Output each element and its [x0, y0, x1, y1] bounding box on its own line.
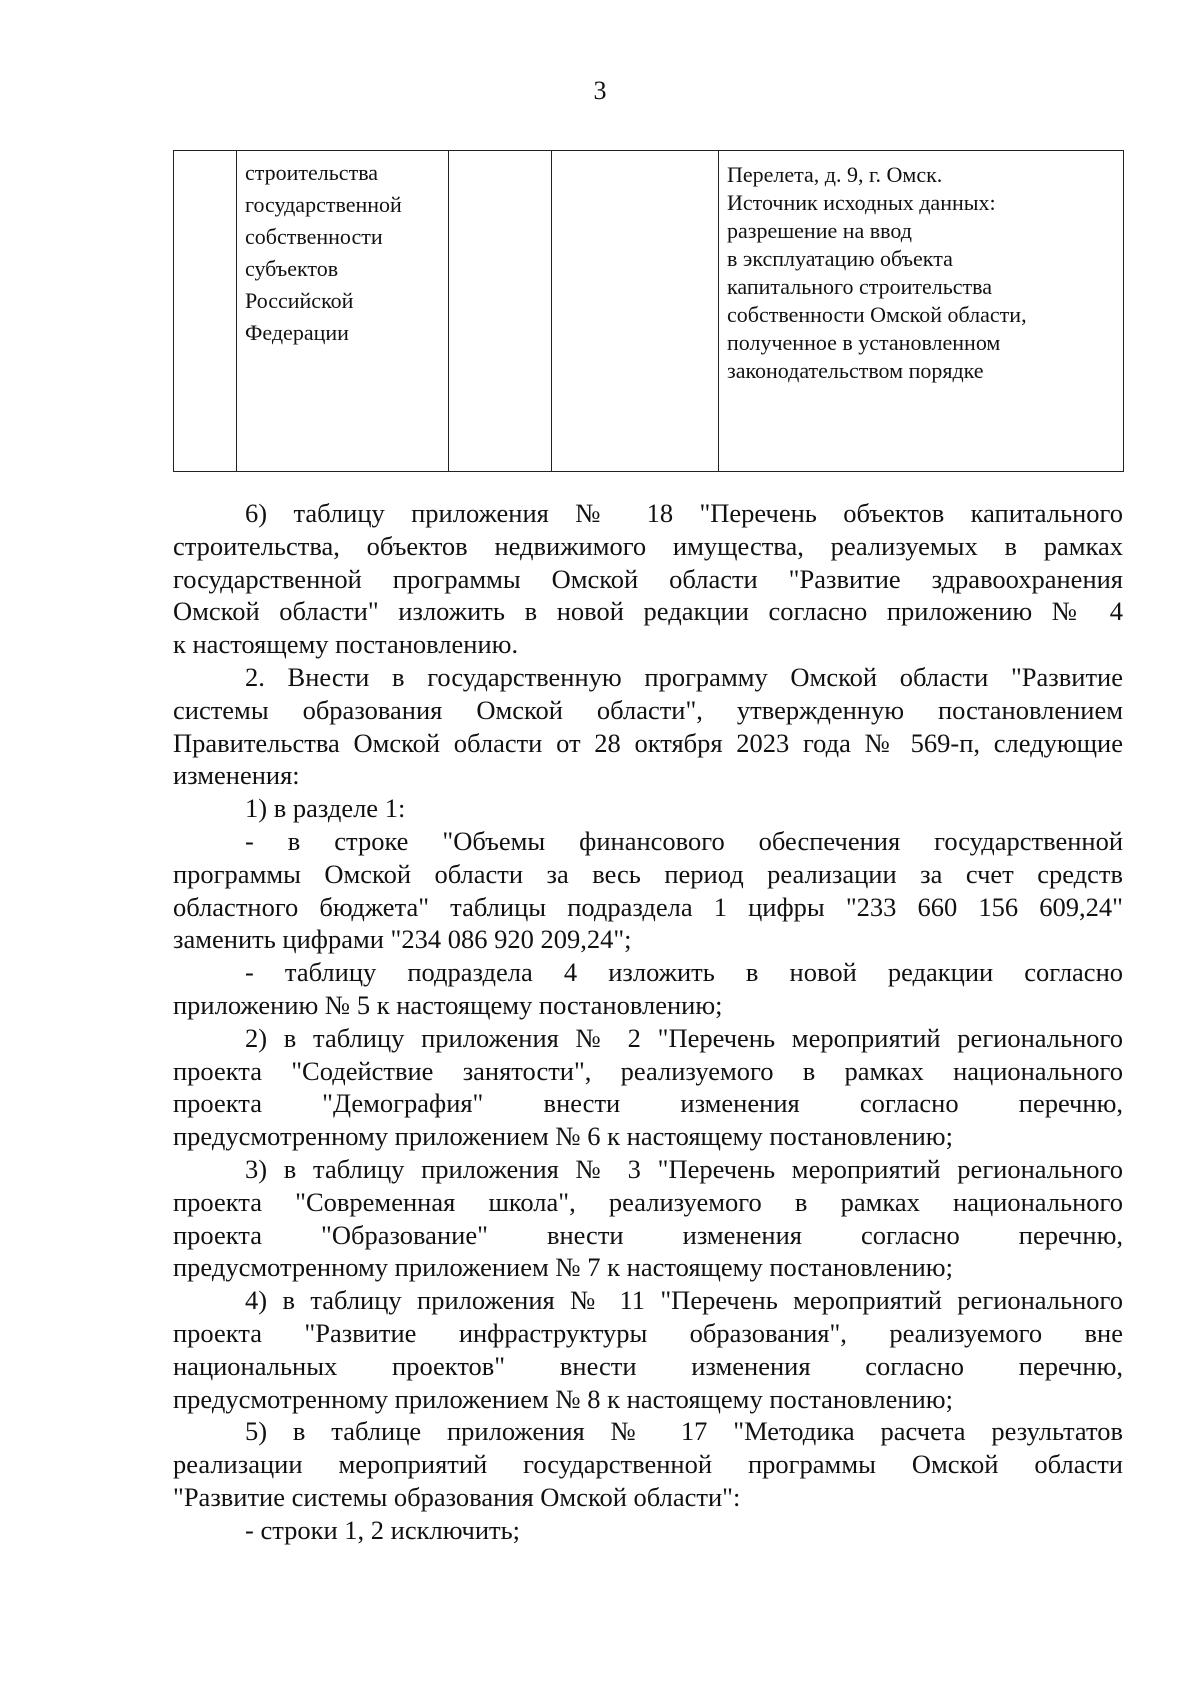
paragraph-dash-2 — [173, 956, 1123, 1022]
text-line: областного бюджета" таблицы подраздела 1 цифры "233 660 156 609,24" — [173, 891, 1123, 922]
table-cell-number — [174, 151, 237, 472]
paragraph-section-2 — [173, 661, 1123, 792]
text-line: Правительства Омской области от 28 октября 2023 года № 569-п, следующие — [173, 727, 1123, 758]
continuation-table — [173, 150, 1124, 472]
text-line: 3) в таблицу приложения № 3 "Перечень мероприятий регионального — [245, 1153, 1123, 1184]
text-line: системы образования Омской области", утвержденную постановлением — [173, 694, 1123, 725]
cell-line: строительства — [245, 160, 379, 185]
text-line: - строки 1, 2 исключить; — [245, 1514, 521, 1545]
cell-line: Российской — [245, 288, 354, 313]
cell-line: государственной — [245, 192, 402, 217]
text-line: реализации мероприятий государственной программы Омской области — [173, 1449, 1123, 1480]
text-line: предусмотренному приложением № 6 к настоящему постановлению; — [173, 1121, 953, 1152]
text-line: проекта "Развитие инфраструктуры образования", реализуемого вне — [173, 1317, 1123, 1348]
table-cell-empty — [552, 151, 719, 472]
cell-line: собственности Омской области, — [727, 302, 1027, 327]
paragraph-item-6 — [173, 497, 1123, 661]
text-line: - в строке "Объемы финансового обеспечения государственной — [245, 825, 1123, 856]
document-body — [173, 497, 1123, 1547]
cell-line: в эксплуатацию объекта — [727, 246, 953, 271]
page-number: 3 — [593, 76, 607, 105]
text-line: заменить цифрами "234 086 920 209,24"; — [173, 924, 632, 955]
paragraph-dash-1 — [173, 825, 1123, 956]
text-line: строительства, объектов недвижимого имущества, реализуемых в рамках — [173, 530, 1123, 561]
text-line: 4) в таблицу приложения № 11 "Перечень мероприятий регионального — [245, 1285, 1123, 1316]
text-line: Омской области" изложить в новой редакции согласно приложению № 4 — [173, 596, 1123, 627]
text-line: программы Омской области за весь период реализации за счет средств — [173, 858, 1123, 889]
text-line: 1) в разделе 1: — [245, 793, 406, 824]
text-line: 2) в таблицу приложения № 2 "Перечень мероприятий регионального — [245, 1022, 1123, 1053]
cell-line: разрешение на ввод — [727, 218, 912, 243]
text-line: 6) таблицу приложения № 18 "Перечень объектов капитального — [245, 498, 1123, 528]
text-line: проекта "Современная школа", реализуемого в рамках национального — [173, 1186, 1123, 1217]
text-line: приложению № 5 к настоящему постановлению; — [173, 989, 723, 1020]
paragraph-subitem-2 — [173, 1022, 1123, 1153]
cell-line: законодательством порядке — [727, 358, 984, 383]
text-line: проекта "Демография" внести изменения согласно перечню, — [173, 1088, 1123, 1119]
paragraph-subitem-5 — [173, 1415, 1123, 1513]
text-line: 5) в таблице приложения № 17 "Методика расчета результатов — [245, 1416, 1123, 1447]
cell-line: Федерации — [245, 320, 349, 345]
paragraph-dash-3 — [173, 1514, 1123, 1547]
table-cell-name — [237, 151, 449, 472]
cell-line: капитального строительства — [727, 274, 993, 299]
table-cell-empty — [449, 151, 552, 472]
paragraph-subitem-3 — [173, 1153, 1123, 1284]
paragraph-subitem-4 — [173, 1284, 1123, 1415]
table-cell-source — [719, 151, 1124, 472]
cell-line: Источник исходных данных: — [727, 190, 996, 215]
paragraph-subitem-1 — [173, 792, 1123, 825]
text-line: изменения: — [173, 760, 300, 791]
text-line: государственной программы Омской области "Развитие здравоохранения — [173, 563, 1123, 594]
cell-line: субъектов — [245, 256, 339, 281]
text-line: проекта "Содействие занятости", реализуемого в рамках национального — [173, 1055, 1123, 1086]
text-line: 2. Внести в государственную программу Омской области "Развитие — [245, 661, 1123, 692]
table-row — [174, 151, 1124, 472]
text-line: к настоящему постановлению. — [173, 629, 519, 660]
cell-line: Перелета, д. 9, г. Омск. — [727, 162, 943, 187]
text-line: проекта "Образование" внести изменения согласно перечню, — [173, 1219, 1123, 1250]
cell-line: полученное в установленном — [727, 330, 1001, 355]
text-line: предусмотренному приложением № 7 к настоящему постановлению; — [173, 1252, 953, 1283]
text-line: предусмотренному приложением № 8 к настоящему постановлению; — [173, 1383, 953, 1414]
cell-line: собственности — [245, 224, 383, 249]
text-line: "Развитие системы образования Омской области": — [173, 1481, 741, 1512]
text-line: национальных проектов" внести изменения согласно перечню, — [173, 1350, 1123, 1381]
text-line: - таблицу подраздела 4 изложить в новой редакции согласно — [245, 957, 1123, 988]
